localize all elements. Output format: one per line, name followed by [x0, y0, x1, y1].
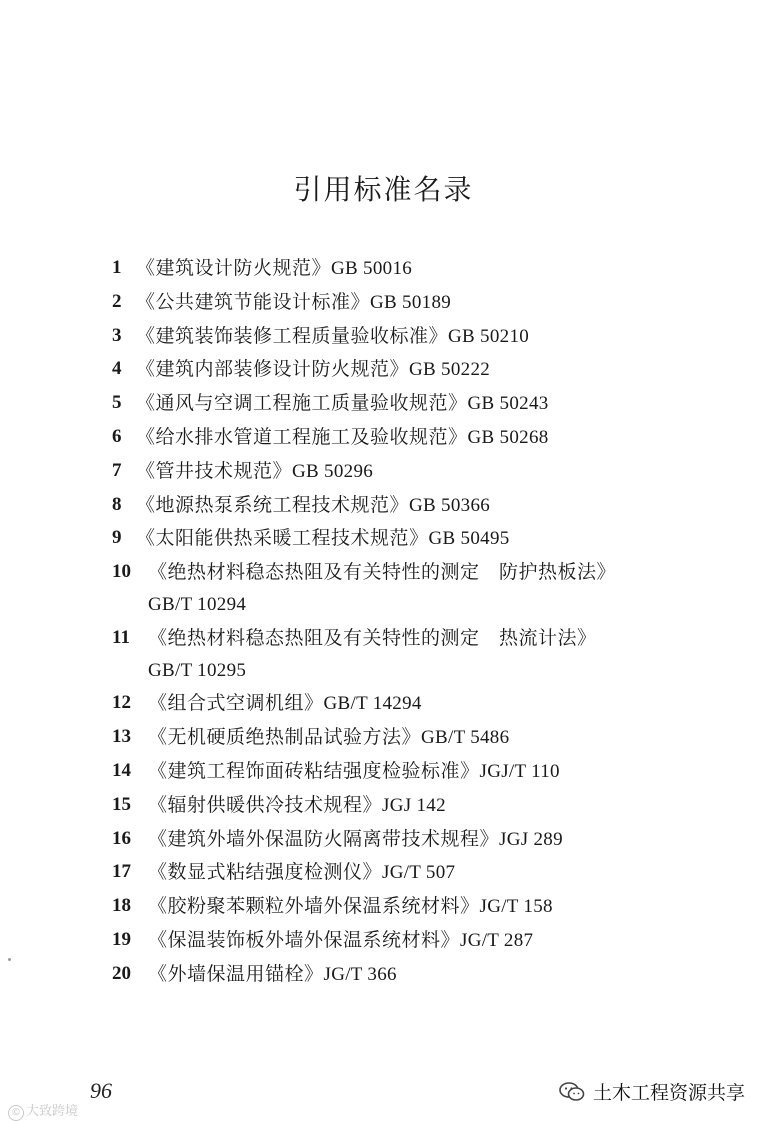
reference-code: JG/T 287 — [460, 929, 534, 951]
reference-number: 15 — [112, 793, 131, 815]
reference-item — [112, 755, 712, 789]
reference-code: GB 50210 — [448, 325, 530, 347]
reference-code: JG/T 158 — [479, 896, 553, 918]
reference-title: 《组合式空调机组》 — [148, 692, 324, 715]
source-badge — [559, 1078, 745, 1105]
reference-body — [148, 721, 509, 755]
reference-title: 《太阳能供热采暖工程技术规范》 — [136, 527, 429, 550]
reference-item — [112, 387, 712, 421]
reference-code: GB/T 10294 — [148, 593, 247, 615]
reference-title: 《公共建筑节能设计标准》 — [136, 290, 371, 313]
reference-body — [148, 755, 560, 789]
reference-number: 1 — [112, 257, 122, 278]
reference-body — [148, 789, 446, 823]
reference-item — [112, 687, 712, 721]
reference-item — [112, 489, 712, 523]
reference-number: 17 — [112, 861, 131, 883]
reference-body — [136, 387, 549, 421]
reference-number: 11 — [112, 626, 130, 648]
reference-number: 5 — [112, 392, 122, 414]
page-title: 引用标准名录 — [293, 173, 474, 206]
reference-code: GB 50189 — [370, 291, 452, 313]
reference-item — [112, 455, 712, 489]
reference-code: GB/T 10295 — [148, 659, 247, 681]
reference-number: 12 — [112, 692, 131, 714]
page-number: 96 — [90, 1078, 112, 1103]
reference-code: JGJ 289 — [499, 828, 563, 850]
reference-number: 6 — [112, 425, 122, 447]
reference-body — [148, 856, 455, 890]
reference-title: 《绝热材料稳态热阻及有关特性的测定 热流计法》 — [148, 626, 597, 649]
reference-code: JGJ 142 — [382, 794, 446, 816]
reference-body — [136, 353, 490, 387]
reference-title: 《建筑内部装修设计防火规范》 — [136, 358, 410, 381]
reference-title: 《建筑工程饰面砖粘结强度检验标准》 — [148, 759, 480, 782]
reference-title: 《数显式粘结强度检测仪》 — [148, 861, 383, 884]
reference-number: 13 — [112, 726, 131, 748]
reference-item — [112, 522, 712, 556]
reference-item — [112, 823, 712, 857]
reference-title: 《建筑设计防火规范》 — [136, 257, 332, 279]
reference-title: 《绝热材料稳态热阻及有关特性的测定 防护热板法》 — [148, 561, 617, 584]
reference-title: 《建筑装饰装修工程质量验收标准》 — [136, 324, 449, 347]
reference-body — [136, 286, 451, 320]
reference-list — [112, 252, 712, 992]
reference-code: GB/T 14294 — [323, 693, 422, 715]
reference-body — [136, 455, 373, 489]
reference-body — [136, 421, 549, 455]
watermark-text: 大致跨境 — [26, 1104, 79, 1119]
reference-number: 16 — [112, 827, 131, 849]
reference-item — [112, 421, 712, 455]
reference-title: 《保温装饰板外墙外保温系统材料》 — [148, 928, 461, 951]
reference-title: 《管井技术规范》 — [136, 459, 293, 482]
wechat-icon — [559, 1082, 585, 1102]
reference-code: GB 50268 — [467, 426, 549, 448]
watermark-stamp — [8, 1100, 78, 1121]
reference-body — [136, 252, 412, 286]
reference-item — [112, 958, 712, 992]
reference-title: 《通风与空调工程施工质量验收规范》 — [136, 392, 468, 415]
reference-body — [148, 823, 563, 857]
reference-body — [136, 522, 510, 556]
reference-body — [148, 890, 553, 924]
reference-number: 7 — [112, 459, 122, 481]
reference-code: GB 50222 — [409, 359, 491, 381]
reference-body — [136, 489, 490, 523]
reference-number: 14 — [112, 759, 131, 781]
reference-title: 《胶粉聚苯颗粒外墙外保温系统材料》 — [148, 895, 480, 918]
reference-code: JGJ/T 110 — [479, 760, 560, 782]
reference-title: 《地源热泵系统工程技术规范》 — [136, 493, 410, 516]
reference-title: 《外墙保温用锚栓》 — [148, 962, 324, 985]
reference-item — [112, 320, 712, 354]
reference-title: 《给水排水管道工程施工及验收规范》 — [136, 425, 468, 448]
reference-code: GB 50243 — [467, 393, 549, 415]
reference-number: 18 — [112, 895, 131, 917]
reference-body — [148, 958, 397, 992]
reference-item — [112, 890, 712, 924]
reference-body — [148, 622, 597, 688]
reference-item — [112, 622, 712, 688]
reference-number: 4 — [112, 358, 122, 380]
reference-number: 9 — [112, 527, 122, 549]
reference-number: 19 — [112, 928, 131, 950]
reference-number: 3 — [112, 324, 122, 346]
reference-item — [112, 556, 712, 622]
reference-item — [112, 286, 712, 320]
reference-body — [148, 687, 422, 721]
reference-item — [112, 856, 712, 890]
reference-item — [112, 353, 712, 387]
source-name: 土木工程资源共享 — [592, 1082, 745, 1104]
margin-dot — [8, 958, 11, 961]
reference-item — [112, 721, 712, 755]
reference-code: JG/T 366 — [323, 963, 397, 985]
reference-body — [136, 320, 529, 354]
reference-code: JG/T 507 — [382, 862, 456, 884]
reference-code: GB/T 5486 — [421, 727, 510, 749]
reference-body — [148, 924, 533, 958]
reference-number: 20 — [112, 962, 131, 984]
reference-number: 10 — [112, 561, 131, 583]
reference-body — [148, 556, 616, 622]
reference-title: 《无机硬质绝热制品试验方法》 — [148, 726, 422, 749]
reference-code: GB 50366 — [409, 494, 491, 516]
reference-number: 2 — [112, 290, 122, 312]
reference-number: 8 — [112, 493, 122, 515]
reference-item — [112, 924, 712, 958]
reference-code: GB 50016 — [331, 258, 413, 279]
reference-item — [112, 252, 712, 286]
reference-item — [112, 789, 712, 823]
reference-title: 《辐射供暖供冷技术规程》 — [148, 793, 383, 816]
copyright-icon: © — [8, 1105, 24, 1121]
reference-title: 《建筑外墙外保温防火隔离带技术规程》 — [148, 827, 500, 850]
reference-code: GB 50495 — [428, 528, 510, 550]
reference-code: GB 50296 — [292, 460, 374, 482]
